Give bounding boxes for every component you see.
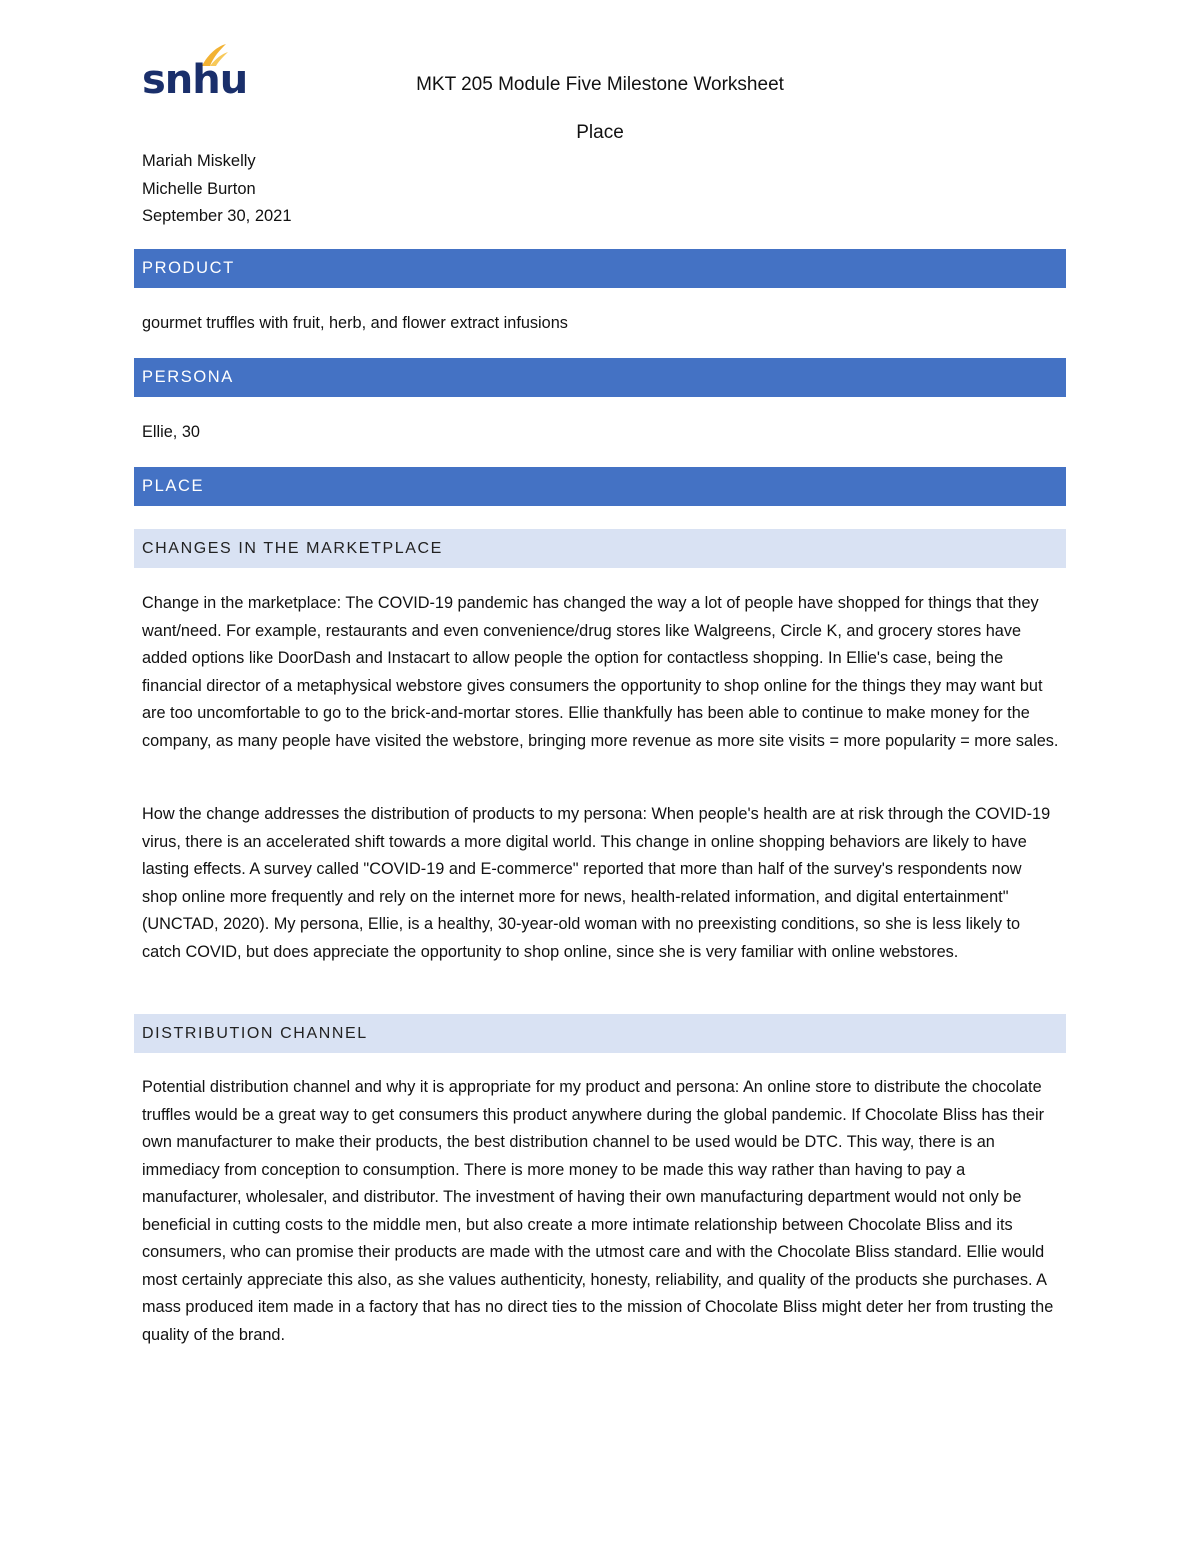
product-description: gourmet truffles with fruit, herb, and flower extract infusions	[142, 314, 568, 332]
student-name: Mariah Miskelly	[142, 152, 256, 170]
document-date: September 30, 2021	[142, 207, 292, 225]
author-info	[142, 148, 292, 231]
subsection-heading-distribution: DISTRIBUTION CHANNEL	[134, 1014, 1066, 1053]
persona-description: Ellie, 30	[142, 423, 200, 441]
subsection-heading-changes: CHANGES IN THE MARKETPLACE	[134, 529, 1066, 568]
section-heading-product: PRODUCT	[134, 249, 1066, 288]
document-title: MKT 205 Module Five Milestone Worksheet	[416, 74, 784, 95]
changes-paragraph-1: Change in the marketplace: The COVID-19 pandemic has changed the way a lot of people have shopped for things that they want/need. For example, restaurants and even convenience/drug stores like Walgreens, Circle K, and grocery stores have added options like DoorDash and Instacart to allow people the option for contactless shopping. In Ellie's case, being the financial director of a metaphysical webstore gives consumers the opportunity to shop online for the things they may want but are too uncomfortable to go to the brick-and-mortar stores. Ellie thankfully has been able to continue to make money for the company, as many people have visited the webstore, bringing more revenue as more site visits = more popularity = more sales.	[142, 594, 1059, 750]
section-heading-place: PLACE	[134, 467, 1066, 506]
section-heading-persona: PERSONA	[134, 358, 1066, 397]
changes-paragraph-2: How the change addresses the distribution of products to my persona: When people's health are at risk through the COVID-19 virus, there is an accelerated shift towards a more digital world. This change in online shopping behaviors are likely to have lasting effects. A survey called "COVID-19 and E-commerce" reported that more than half of the survey's respondents now shop online more frequently and rely on the internet more for news, health-related information, and digital entertainment" (UNCTAD, 2020). My persona, Ellie, is a healthy, 30-year-old woman with no preexisting conditions, so she is less likely to catch COVID, but does appreciate the opportunity to shop online, since she is very familiar with online webstores.	[142, 805, 1051, 961]
logo-text: snhu	[142, 57, 248, 103]
distribution-paragraph: Potential distribution channel and why it is appropriate for my product and persona: An online store to distribute the chocolate truffles would be a great way to get consumers this product anywhere during the global pandemic. If Chocolate Bliss has their own manufacturer to make their products, the best distribution channel to be used would be DTC. This way, there is an immediacy from conception to consumption. There is more money to be made this way rather than having to pay a manufacturer, wholesaler, and distributor. The investment of having their own manufacturing department would not only be beneficial in cutting costs to the middle men, but also create a more intimate relationship between Chocolate Bliss and its consumers, who can promise their products are made with the utmost care and with the Chocolate Bliss standard. Ellie would most certainly appreciate this also, as she values authenticity, honesty, reliability, and quality of the products she purchases. A mass produced item made in a factory that has no direct ties to the mission of Chocolate Bliss might deter her from trusting the quality of the brand.	[142, 1078, 1054, 1344]
document-subtitle: Place	[576, 122, 624, 143]
instructor-name: Michelle Burton	[142, 179, 256, 198]
